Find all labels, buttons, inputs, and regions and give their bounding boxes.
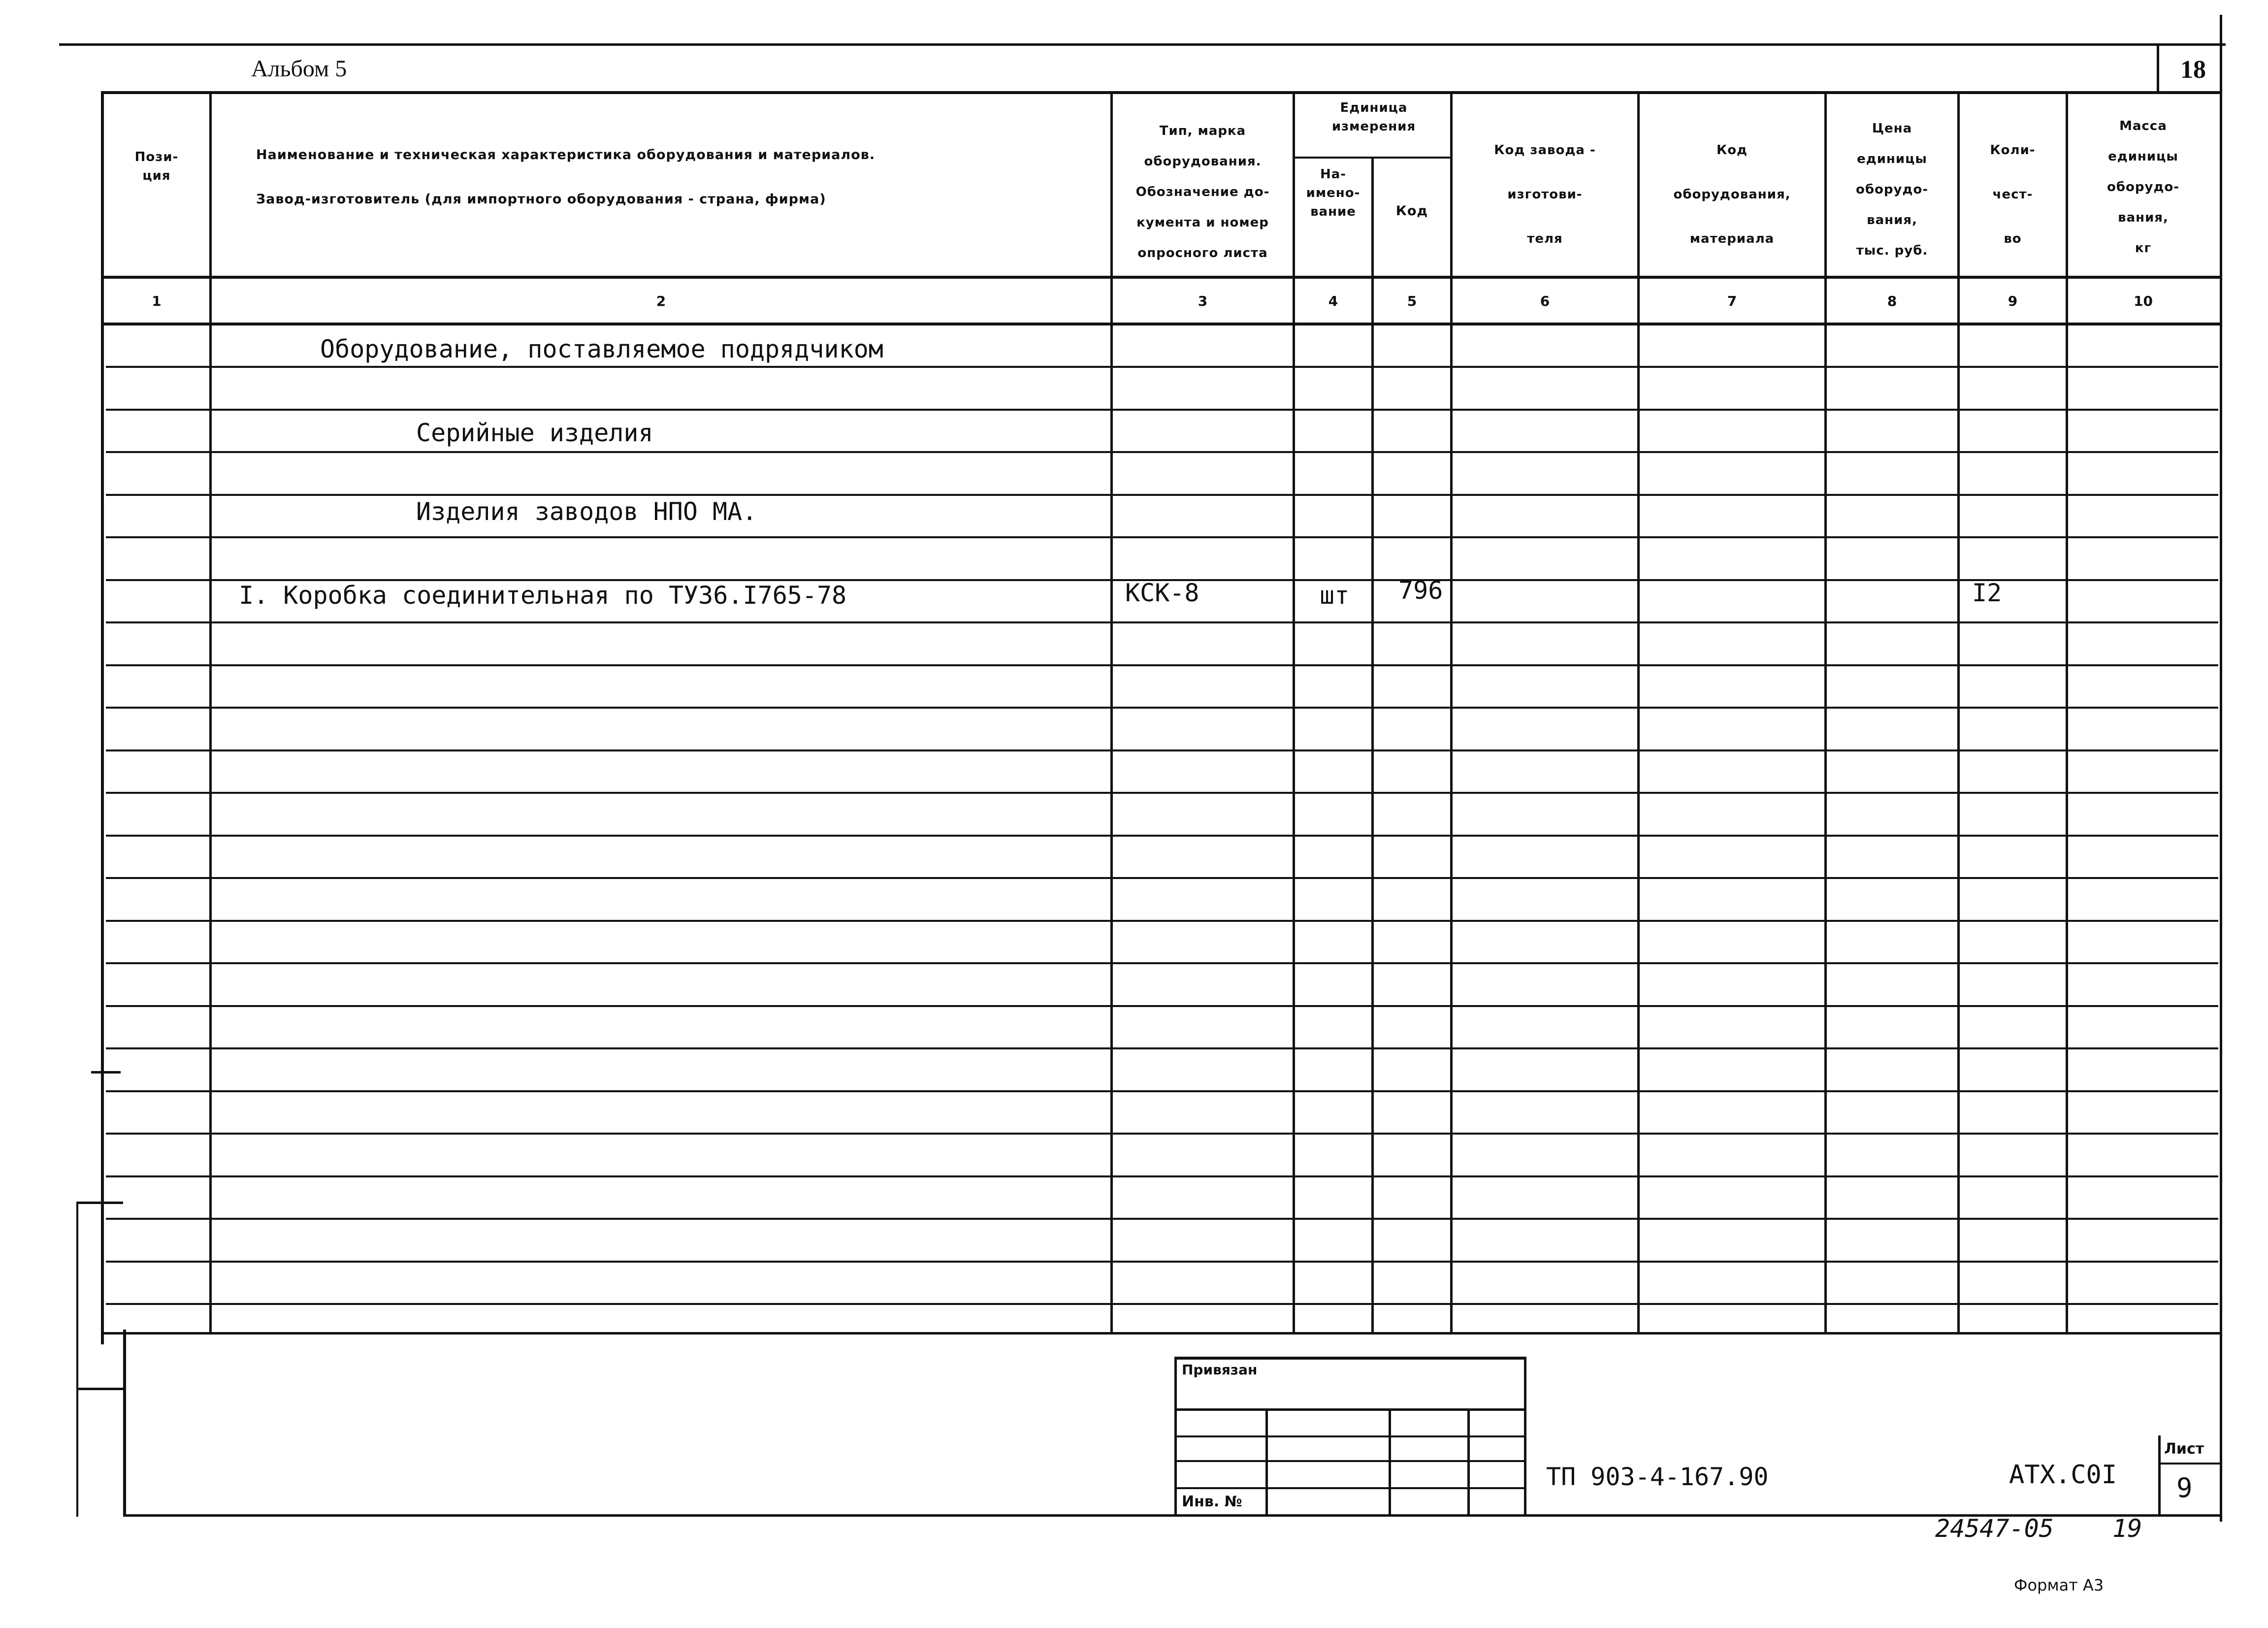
stamp-rule-4 xyxy=(1174,1487,1526,1489)
row-rule xyxy=(106,962,2218,964)
header-unit: Единица измерения xyxy=(1331,100,1416,134)
row-rule xyxy=(106,707,2218,709)
stamp-vdiv-3 xyxy=(1467,1408,1470,1517)
top-rule xyxy=(59,43,2226,46)
item-unit-code: 796 xyxy=(1398,576,1443,605)
row-rule xyxy=(106,664,2218,666)
col-number-4: 4 xyxy=(1328,293,1338,309)
row-rule xyxy=(106,1090,2218,1092)
section-heading-contractor: Оборудование, поставляемое подрядчиком xyxy=(320,335,883,363)
margin-tick-2 xyxy=(76,1202,123,1204)
numbers-bottom-rule xyxy=(101,323,2221,326)
item-unit: шт xyxy=(1320,581,1350,610)
footer-page: 19 xyxy=(2112,1514,2142,1543)
sheet-box-rule xyxy=(2158,1463,2220,1465)
row-rule xyxy=(106,1175,2218,1177)
row-rule xyxy=(106,1047,2218,1049)
stamp-rule-3 xyxy=(1174,1460,1526,1462)
stamp-inv-label: Инв. № xyxy=(1182,1493,1242,1510)
margin-tick-3 xyxy=(76,1388,123,1390)
col-number-6: 6 xyxy=(1540,293,1550,309)
header-price: Цена единицы оборудо- вания, тыс. руб. xyxy=(1855,121,1929,258)
row-rule xyxy=(106,1218,2218,1220)
table-top xyxy=(101,91,2221,94)
col-number-7: 7 xyxy=(1727,293,1737,309)
outer-left xyxy=(123,1330,126,1517)
stamp-attached-label: Привязан xyxy=(1182,1362,1258,1378)
col-number-9: 9 xyxy=(2008,293,2018,309)
stamp-document-code: АТХ.С0I xyxy=(2009,1460,2117,1490)
col-number-10: 10 xyxy=(2134,293,2153,309)
stamp-vdiv-1 xyxy=(1265,1408,1268,1517)
row-rule xyxy=(106,877,2218,879)
row-rule xyxy=(106,621,2218,623)
row-rule xyxy=(106,1133,2218,1135)
stamp-document-number: ТП 903-4-167.90 xyxy=(1546,1463,1769,1491)
format-label: Формат А3 xyxy=(2014,1576,2104,1595)
header-quantity: Коли- чест- во xyxy=(1990,143,2036,246)
archive-number: 24547-05 xyxy=(1935,1514,2054,1543)
col-number-2: 2 xyxy=(656,293,666,309)
stamp-top xyxy=(1174,1357,1526,1360)
section-heading-serial: Серийные изделия xyxy=(416,419,653,447)
page-number-divider xyxy=(2157,43,2159,93)
item-name: I. Коробка соединительная по ТУ36.I765-78 xyxy=(239,581,847,610)
item-quantity: I2 xyxy=(1972,579,2002,607)
sheet-number: 9 xyxy=(2176,1472,2193,1503)
row-rule xyxy=(106,451,2218,453)
stamp-rule-2 xyxy=(1174,1435,1526,1437)
header-unit-code: Код xyxy=(1395,203,1428,219)
stamp-rule-1 xyxy=(1174,1408,1526,1411)
row-rule xyxy=(106,792,2218,794)
table-bottom xyxy=(101,1332,2221,1335)
row-rule xyxy=(106,366,2218,368)
row-rule xyxy=(106,835,2218,837)
item-type: КСК-8 xyxy=(1125,579,1199,607)
row-rule xyxy=(106,494,2218,496)
header-mass: Масса единицы оборудо- вания, кг xyxy=(2106,119,2180,256)
page-number: 18 xyxy=(2180,56,2206,84)
right-frame xyxy=(2220,15,2222,1522)
row-rule xyxy=(106,749,2218,751)
row-rule xyxy=(106,1005,2218,1007)
album-label: Альбом 5 xyxy=(251,56,347,82)
row-rule xyxy=(106,409,2218,411)
row-rule xyxy=(106,1261,2218,1263)
header-position: Пози- ция xyxy=(134,150,179,183)
header-type: Тип, марка оборудования. Обозначение до- кумента и номер опросного листа xyxy=(1135,124,1270,260)
row-rule xyxy=(106,920,2218,922)
sheet-box-left xyxy=(2158,1435,2161,1517)
header-bottom-rule xyxy=(101,276,2221,279)
header-equipment-code: Код оборудования, материала xyxy=(1673,143,1791,246)
col-number-3: 3 xyxy=(1198,293,1208,309)
col-div-4 xyxy=(1371,158,1374,1335)
margin-tick-1 xyxy=(91,1071,121,1074)
col-number-1: 1 xyxy=(152,293,162,309)
col-number-5: 5 xyxy=(1407,293,1417,309)
margin-vertical xyxy=(76,1202,78,1517)
row-rule xyxy=(106,536,2218,538)
header-unit-name: На- имено- вание xyxy=(1306,167,1361,219)
frame-bottom xyxy=(123,1514,2222,1517)
table-left xyxy=(101,91,104,1344)
header-name: Наименование и техническая характеристика оборудования и материалов. Завод-изготовитель (для импортного оборудования - страна, фирма) xyxy=(256,147,875,207)
col-number-8: 8 xyxy=(1887,293,1897,309)
header-plant-code: Код завода - изготови- теля xyxy=(1494,143,1596,246)
sheet-label: Лист xyxy=(2164,1440,2204,1458)
stamp-vdiv-2 xyxy=(1389,1408,1391,1517)
unit-subheader-rule xyxy=(1293,157,1453,159)
section-heading-plants: Изделия заводов НПО МА. xyxy=(416,497,757,526)
row-rule xyxy=(106,1303,2218,1305)
